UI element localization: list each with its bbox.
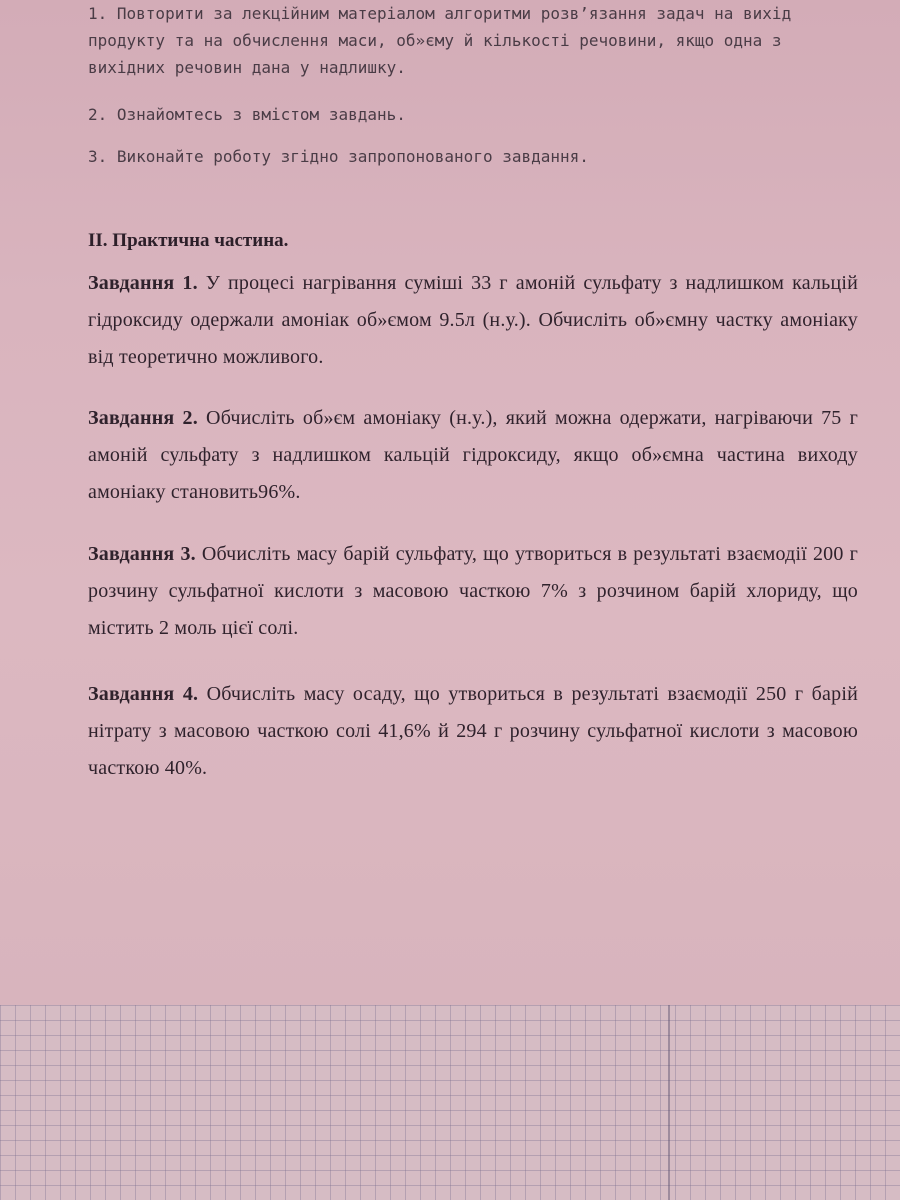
task-4-label: Завдання 4. bbox=[88, 683, 199, 705]
task-4-text: Обчисліть масу осаду, що утвориться в результаті взаємодії 250 г барій нітрату з масовою часткою солі 41,6% й 294 г розчину сульфатної кислоти з масовою часткою 40%. bbox=[88, 683, 858, 779]
graph-paper-fold bbox=[668, 1005, 670, 1200]
task-3 bbox=[88, 536, 858, 647]
task-1-text: У процесі нагрівання суміші 33 г амоній сульфату з надлишком кальцій гідроксиду одержали амоніак об»ємом 9.5л (н.у.). Обчисліть об»ємну частку амоніаку від теоретично можливого. bbox=[88, 272, 859, 368]
task-1 bbox=[88, 265, 858, 376]
task-3-text: Обчисліть масу барій сульфату, що утвориться в результаті взаємодії 200 г розчину сульфатної кислоти з масовою часткою 7% з розчином барій хлориду, що містить 2 моль цієї солі. bbox=[88, 543, 858, 639]
instruction-1: 1. Повторити за лекційним матеріалом алгоритми розв’язання задач на вихід продукту та на обчислення маси, об»єму й кількості речовини, якщо одна з вихідних речовин дана у надлишку. bbox=[88, 4, 792, 77]
task-3-label: Завдання 3. bbox=[88, 543, 196, 565]
instruction-2: 2. Ознайомтесь з вмістом завдань. bbox=[88, 105, 406, 124]
task-2-text: Обчисліть об»єм амоніаку (н.у.), який можна одержати, нагріваючи 75 г амоній сульфату з надлишком кальцій гідроксиду, якщо об»ємна частина виходу амоніаку становить96%. bbox=[88, 407, 858, 503]
instruction-3: 3. Виконайте роботу згідно запропонованого завдання. bbox=[88, 147, 589, 166]
section-heading: II. Практична частина. bbox=[88, 230, 289, 251]
task-1-label: Завдання 1. bbox=[88, 272, 198, 294]
graph-paper-background bbox=[0, 1005, 900, 1200]
task-2-label: Завдання 2. bbox=[88, 407, 198, 429]
task-2 bbox=[88, 400, 858, 511]
task-4 bbox=[88, 676, 858, 787]
